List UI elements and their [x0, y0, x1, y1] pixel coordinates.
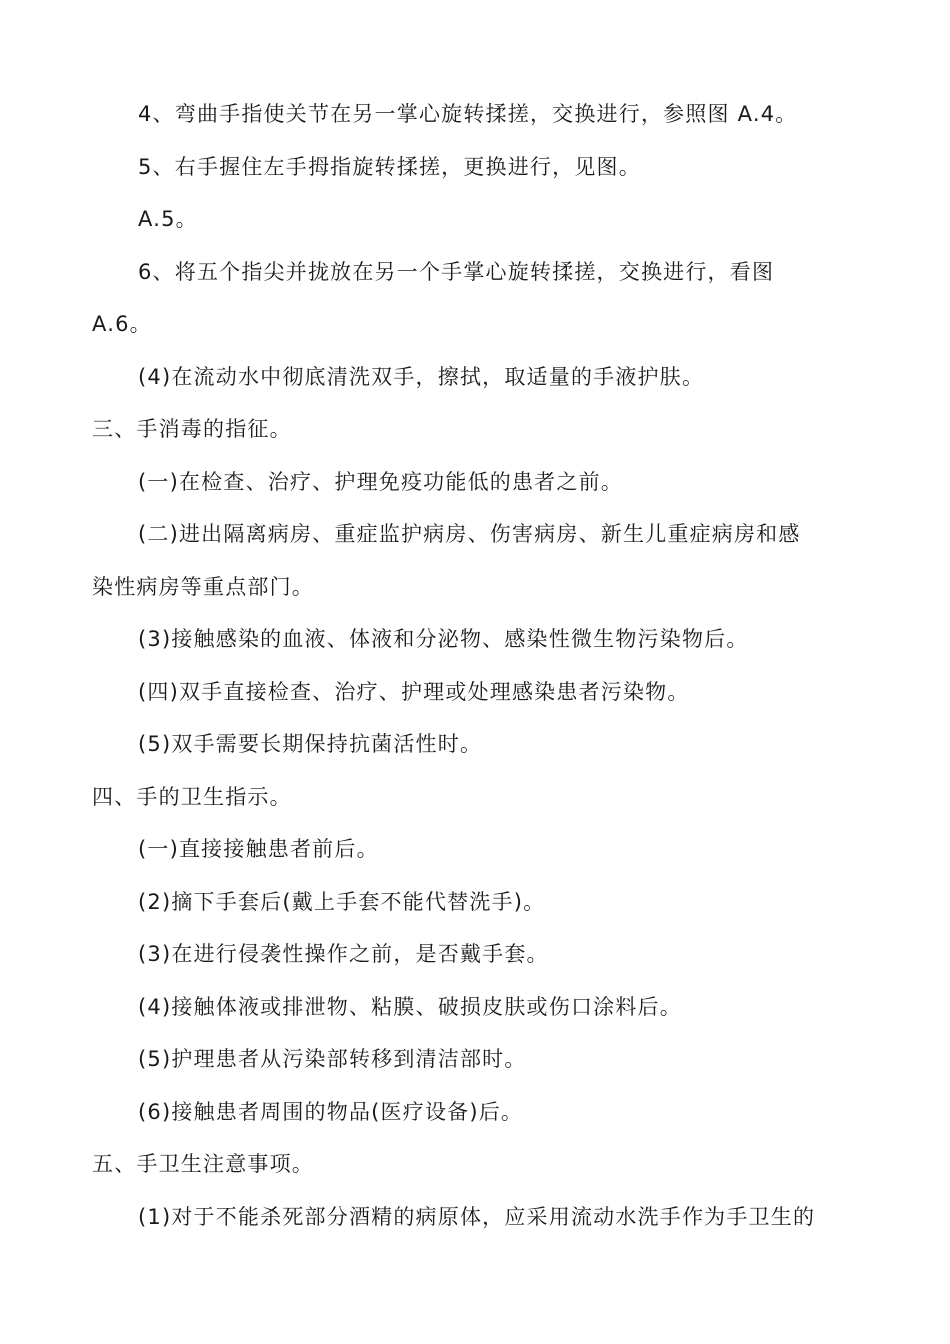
- section-4-item-4: (4)接触体液或排泄物、粘膜、破损皮肤或伤口涂料后。: [138, 994, 682, 1019]
- section-5-heading: 五、手卫生注意事项。: [92, 1152, 314, 1176]
- section-4-heading: 四、手的卫生指示。: [92, 784, 292, 809]
- section-3-item-5: (5)双手需要长期保持抗菌活性时。: [138, 732, 483, 756]
- section-4-item-5: (5)护理患者从污染部转移到清洁部时。: [138, 1047, 527, 1071]
- section-3-item-2-continuation: 染性病房等重点部门。: [92, 574, 314, 599]
- step-6-continuation: A.6。: [92, 312, 152, 336]
- section-3-item-1: (一)在检查、治疗、护理免疫功能低的患者之前。: [138, 469, 623, 494]
- section-5-item-1: (1)对于不能杀死部分酒精的病原体，应采用流动水洗手作为手卫生的: [138, 1204, 816, 1229]
- section-4-item-2: (2)摘下手套后(戴上手套不能代替洗手)。: [138, 889, 546, 914]
- step-4-line: 4、弯曲手指使关节在另一掌心旋转揉搓，交换进行，参照图 A.4。: [138, 102, 798, 126]
- section-3-heading: 三、手消毒的指征。: [92, 417, 292, 441]
- section-3-item-3: (3)接触感染的血液、体液和分泌物、感染性微生物污染物后。: [138, 627, 749, 651]
- section-4-item-6: (6)接触患者周围的物品(医疗设备)后。: [138, 1099, 524, 1124]
- section-4-item-3: (3)在进行侵袭性操作之前，是否戴手套。: [138, 942, 549, 966]
- section-3-item-2: (二)进出隔离病房、重症监护病房、伤害病房、新生儿重症病房和感: [138, 522, 801, 546]
- step-5-continuation: A.5。: [138, 207, 198, 231]
- step-6-line: 6、将五个指尖并拢放在另一个手掌心旋转揉搓，交换进行，看图: [138, 259, 775, 284]
- section-3-item-4: (四)双手直接检查、治疗、护理或处理感染患者污染物。: [138, 679, 690, 704]
- section-4-item-1: (一)直接接触患者前后。: [138, 837, 379, 861]
- rinse-step-line: (4)在流动水中彻底清洗双手，擦拭，取适量的手液护肤。: [138, 364, 705, 389]
- document-body: [92, 88, 862, 1243]
- step-5-line: 5、右手握住左手拇指旋转揉搓，更换进行，见图。: [138, 154, 641, 179]
